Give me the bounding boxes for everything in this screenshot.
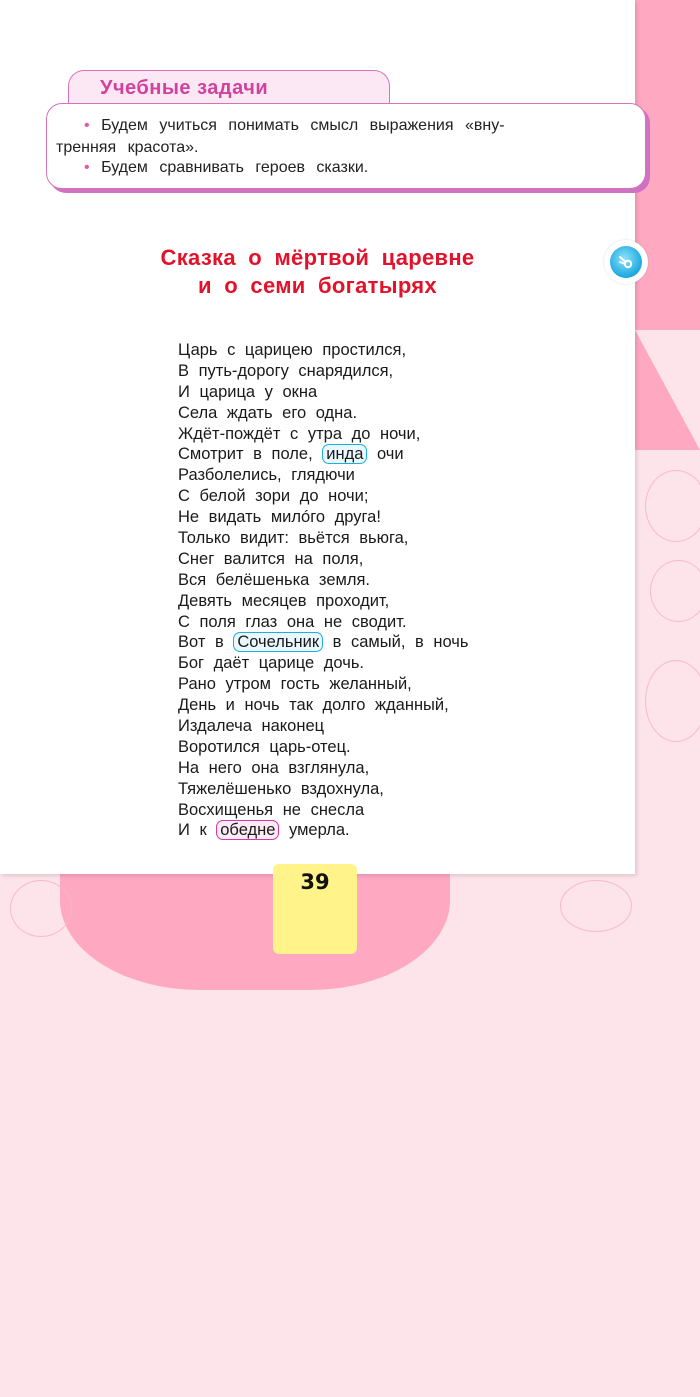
glossary-word[interactable]: обедне [216, 820, 279, 840]
poem-line: Издалеча наконец [178, 717, 325, 736]
margin-diagonal [635, 330, 700, 450]
poem-line: В путь-дорогу снарядился, [178, 361, 394, 380]
poem-line: Девять месяцев проходит, [178, 591, 390, 610]
poem-line: И царица у окна [178, 382, 318, 401]
poem-line: Рано утром гость желанный, [178, 675, 412, 694]
poem-line: Восхищенья не снесла [178, 800, 365, 819]
poem-line: На него она взглянула, [178, 758, 370, 777]
story-title: Сказка о мёртвой царевне и о семи богатырях [160, 245, 475, 298]
poem-line: Вот в Сочельник в самый, в ночь [178, 633, 469, 652]
poem-line: Тяжелёшенько вздохнула, [178, 779, 384, 798]
poem-line: С белой зори до ночи; [178, 487, 369, 506]
poem-line: Только видит: вьётся вьюга, [178, 529, 409, 548]
poem-line: Вся белёшенька земля. [178, 570, 370, 589]
poem-line: Смотрит в поле, инда очи [178, 445, 404, 464]
swirl-ornament [560, 880, 632, 932]
learning-tasks-title: Учебные задачи [100, 77, 269, 99]
poem-line: Воротился царь-отец. [178, 737, 351, 756]
page-number: 39 [300, 870, 330, 894]
poem-line: Разболелись, глядючи [178, 466, 355, 485]
poem-line: Царь с царицею простился, [178, 341, 407, 359]
swirl-ornament [645, 660, 700, 742]
task-item: • Будем учиться понимать смысл выражения «вну- [84, 117, 505, 134]
poem-line: И к обедне умерла. [178, 821, 350, 840]
swirl-ornament [650, 560, 700, 622]
poem-line: С поля глаз она не сводит. [178, 612, 407, 631]
poem-line: Не видать милóго друга! [178, 508, 381, 527]
poem-line: Села ждать его одна. [178, 403, 358, 422]
swirl-ornament [645, 470, 700, 542]
bottom-decoration [60, 870, 450, 990]
glossary-word[interactable]: Сочельник [233, 632, 323, 652]
poem-line: День и ночь так долго жданный, [178, 696, 449, 715]
poem-line: Бог даёт царице дочь. [178, 654, 364, 673]
poem-text [178, 340, 468, 841]
task-item-continued: тренняя красота». [56, 139, 199, 156]
poem-line: Снег валится на поля, [178, 549, 364, 568]
swirl-ornament [10, 880, 72, 937]
poem-line: Ждёт-пождёт с утра до ночи, [178, 424, 421, 443]
task-item: • Будем сравнивать героев сказки. [84, 159, 369, 176]
bullet-icon: • [84, 117, 90, 134]
bullet-icon: • [84, 159, 90, 176]
glossary-word[interactable]: инда [322, 444, 367, 464]
